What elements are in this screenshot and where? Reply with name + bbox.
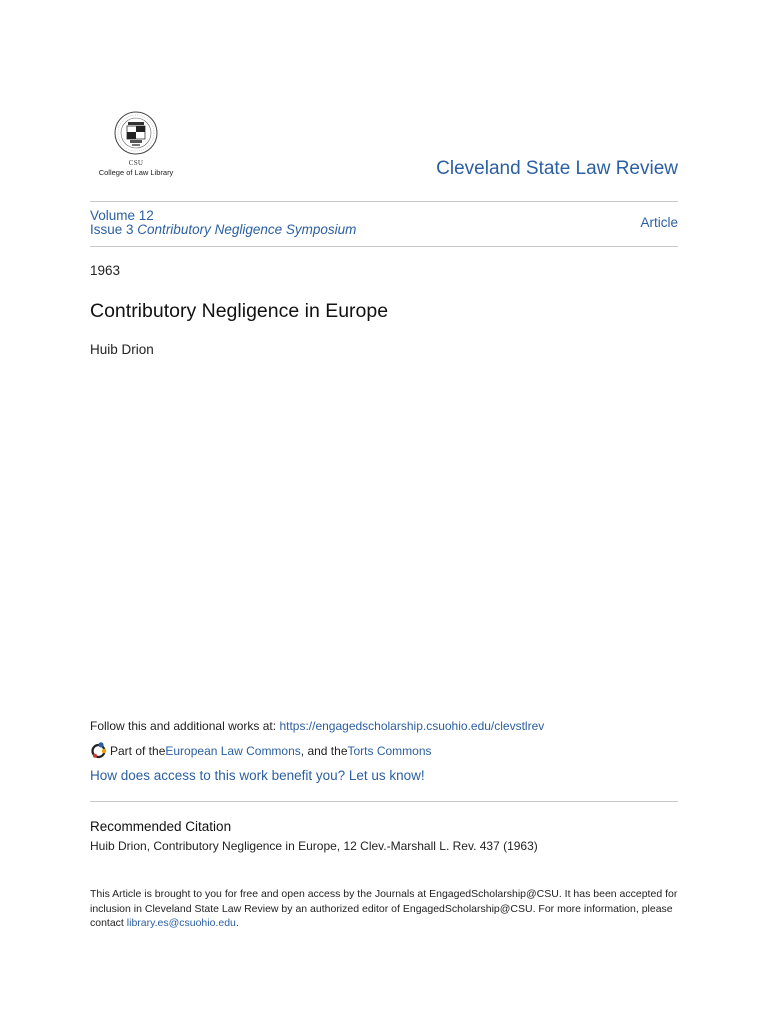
european-law-commons-link[interactable]: European Law Commons — [165, 743, 301, 758]
divider — [90, 246, 678, 247]
part-of-middle: , and the — [300, 743, 348, 758]
article-title: Contributory Negligence in Europe — [90, 300, 389, 322]
article-type-link[interactable]: Article — [640, 215, 678, 230]
part-of-prefix: Part of the — [110, 743, 166, 758]
university-seal-icon — [113, 108, 159, 158]
divider — [90, 801, 678, 802]
follow-prefix: Follow this and additional works at: — [90, 719, 280, 733]
issue-title: Contributory Negligence Symposium — [137, 222, 357, 237]
divider — [90, 201, 678, 202]
follow-line — [90, 719, 544, 733]
publication-year: 1963 — [90, 263, 121, 278]
feedback-link[interactable]: How does access to this work benefit you? Let us know! — [90, 768, 425, 783]
torts-commons-link[interactable]: Torts Commons — [347, 743, 432, 758]
part-of-line — [90, 742, 432, 759]
volume-issue-block — [90, 209, 356, 237]
issue-number: Issue 3 — [90, 222, 134, 237]
access-notice-end: . — [235, 917, 239, 929]
logo-library-name: College of Law Library — [98, 168, 174, 177]
citation-text: Huib Drion, Contributory Negligence in Europe, 12 Clev.-Marshall L. Rev. 437 (1963) — [90, 839, 538, 853]
logo-abbreviation: CSU — [128, 159, 144, 167]
issue-link[interactable] — [90, 223, 356, 237]
contact-email-link[interactable]: library.es@csuohio.edu — [126, 917, 236, 929]
follow-url-link[interactable]: https://engagedscholarship.csuohio.edu/clevstlrev — [279, 719, 545, 733]
access-notice-text: This Article is brought to you for free and open access by the Journals at EngagedScholarship@CSU. It has been accepted for inclusion in Cleveland State Law Review by an authorized editor of EngagedScholarship@CSU. For more information, please contact — [90, 888, 678, 929]
volume-link[interactable]: Volume 12 — [90, 208, 154, 223]
access-notice — [90, 887, 678, 931]
network-commons-icon — [90, 742, 107, 759]
cover-page — [90, 0, 678, 1024]
citation-heading: Recommended Citation — [90, 819, 232, 834]
author-name: Huib Drion — [90, 342, 154, 357]
csu-law-library-logo[interactable] — [90, 108, 182, 177]
journal-name-link[interactable]: Cleveland State Law Review — [436, 158, 678, 179]
